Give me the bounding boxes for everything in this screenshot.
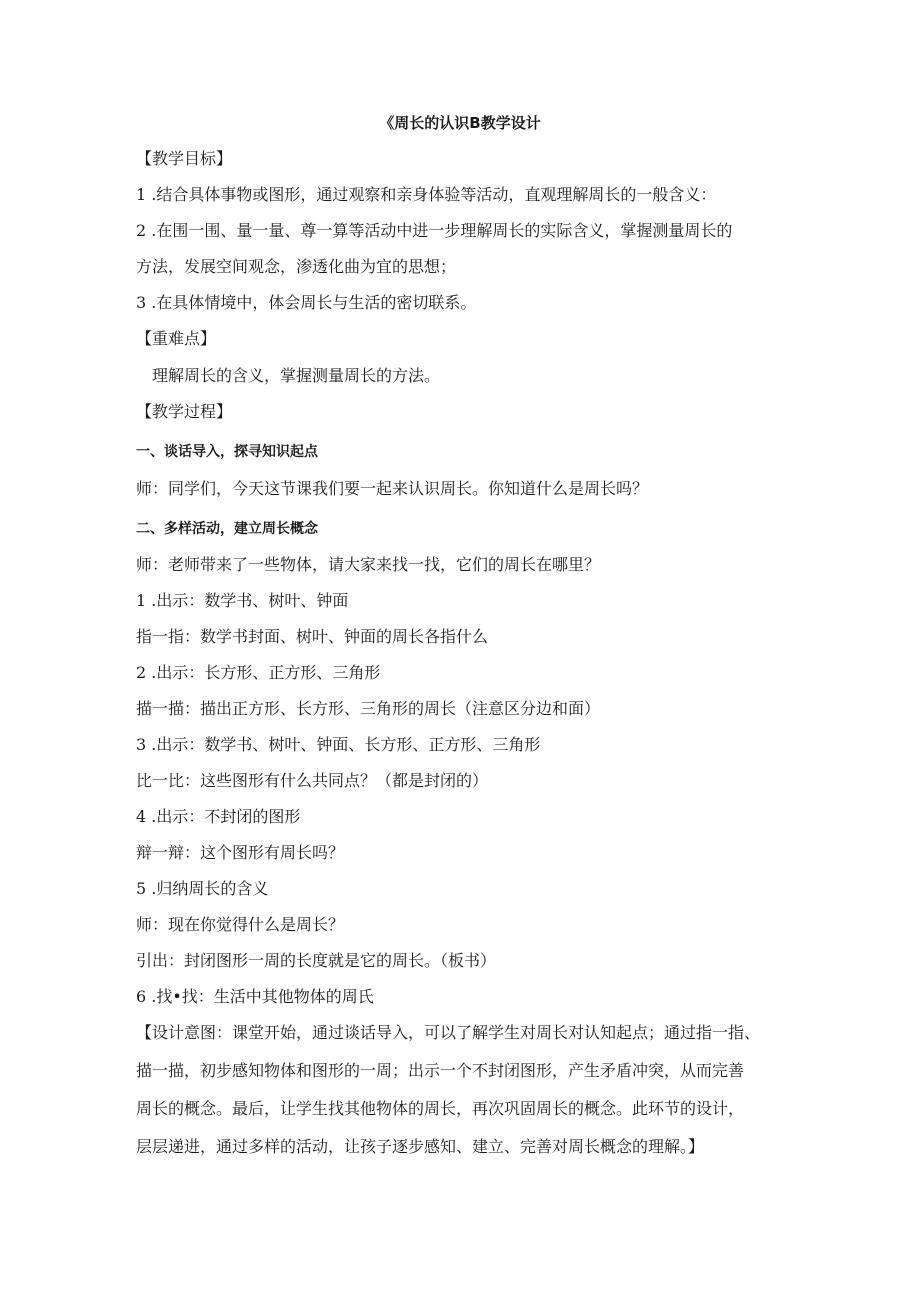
part-2-line-1: 师：老师带来了一些物体，请大家来找一找，它们的周长在哪里？	[136, 555, 601, 574]
part-2-line-2: 1 .出示：数学书、树叶、钟面	[136, 591, 349, 610]
part-2-line-4: 2 .出示：长方形、正方形、三角形	[136, 663, 381, 682]
part-2-line-10: 5 .归纳周长的含义	[136, 879, 269, 898]
key-points-heading: 【重难点】	[136, 329, 217, 348]
key-points-text: 理解周长的含义，掌握测量周长的方法。	[152, 366, 441, 385]
part-1-text: 师：同学们，今天这节课我们要一起来认识周长。你知道什么是周长吗？	[136, 479, 649, 498]
part-2-line-9: 辩一辩：这个图形有周长吗？	[136, 843, 345, 862]
goal-1: 1 .结合具体事物或图形，通过观察和亲身体验等活动，直观理解周长的一般含义：	[136, 185, 717, 204]
part-2-line-3: 指一指：数学书封面、树叶、钟面的周长各指什么	[136, 627, 489, 646]
design-intent-line-4: 层层递进，通过多样的活动，让孩子逐步感知、建立、完善对周长概念的理解。】	[136, 1137, 705, 1156]
part-2-line-8: 4 .出示：不封闭的图形	[136, 807, 301, 826]
part-2-heading: 二、多样活动，建立周长概念	[136, 521, 318, 537]
design-intent-line-2: 描一描，初步感知物体和图形的一周；出示一个不封闭图形，产生矛盾冲突，从而完善	[136, 1061, 745, 1080]
goal-3: 3 .在具体情境中，体会周长与生活的密切联系。	[136, 293, 477, 312]
goal-2-line-2: 方法，发展空间观念，渗透化曲为宜的思想；	[136, 257, 457, 276]
document-title: 《周长的认识B教学设计	[379, 114, 541, 132]
part-2-line-11: 师：现在你觉得什么是周长？	[136, 915, 345, 934]
process-heading: 【教学过程】	[136, 402, 233, 421]
part-1-heading: 一、谈话导入，探寻知识起点	[136, 444, 318, 460]
part-2-line-7: 比一比：这些图形有什么共同点？（都是封闭的）	[136, 771, 489, 790]
design-intent-line-3: 周长的概念。最后，让学生找其他物体的周长，再次巩固周长的概念。此环节的设计，	[136, 1099, 745, 1118]
part-2-line-6: 3 .出示：数学书、树叶、钟面、长方形、正方形、三角形	[136, 735, 541, 754]
part-2-line-12: 引出：封闭图形一周的长度就是它的周长。（板书）	[136, 951, 497, 970]
part-2-line-5: 描一描：描出正方形、长方形、三角形的周长（注意区分边和面）	[136, 699, 601, 718]
goal-2-line-1: 2 .在围一围、量一量、尊一算等活动中进一步理解周长的实际含义，掌握测量周长的	[136, 221, 733, 240]
goals-heading: 【教学目标】	[136, 149, 233, 168]
design-intent-line-1: 【设计意图：课堂开始，通过谈话导入，可以了解学生对周长对认知起点；通过指一指、	[136, 1023, 761, 1042]
part-2-line-13: 6 .找•找：生活中其他物体的周氏	[136, 987, 374, 1006]
